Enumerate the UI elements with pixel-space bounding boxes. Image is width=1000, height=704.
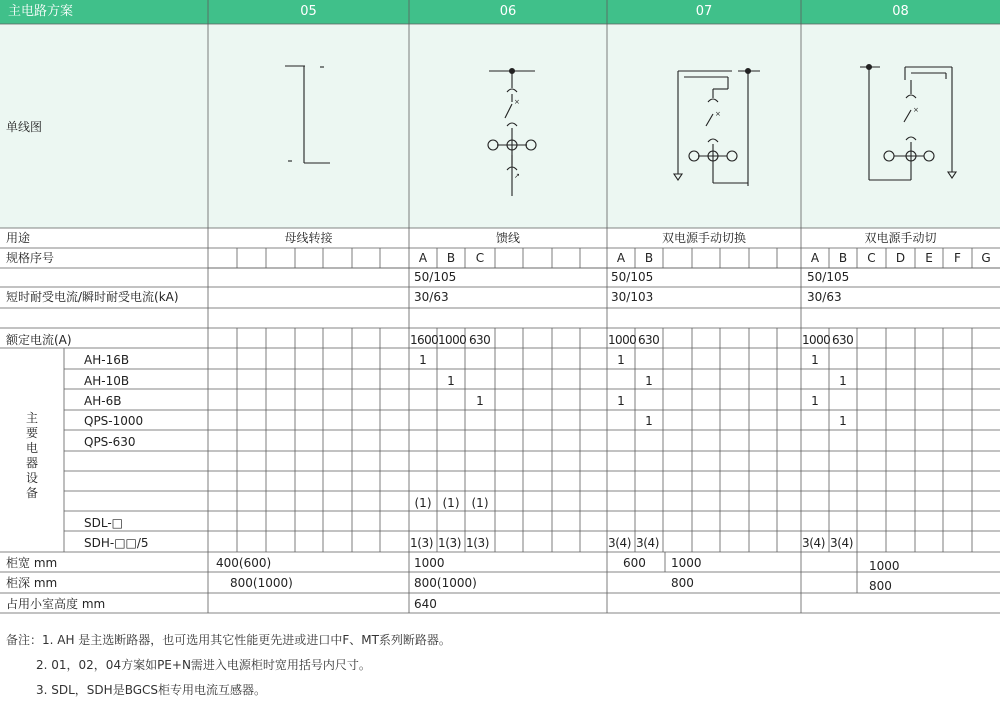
svg-text:↗: ↗ (514, 172, 520, 180)
scheme-06-width: 1000 (414, 556, 445, 570)
device-ah16b: AH-16B (84, 353, 130, 367)
scheme-07-ah16b: 1 (617, 353, 625, 367)
scheme-08-spec-f: F (954, 251, 961, 265)
header-title: 主电路方案 (8, 4, 74, 19)
scheme-08-width: 1000 (869, 559, 900, 573)
device-ah6b: AH-6B (84, 394, 122, 408)
scheme-08-ah16b: 1 (811, 353, 819, 367)
diagram-band (0, 24, 1000, 228)
scheme-08-sdh-a: 3(4) (802, 536, 826, 550)
scheme-07-depth: 800 (671, 576, 694, 590)
scheme-07-ah10b: 1 (645, 374, 653, 388)
scheme-07-short-1: 50/105 (611, 270, 654, 284)
scheme-08-spec-b: B (838, 251, 848, 265)
row-label-usage: 用途 (6, 231, 31, 245)
row-label-room-height: 占用小室高度 mm (6, 597, 106, 611)
scheme-08-short-1: 50/105 (807, 270, 850, 284)
scheme-05-depth: 800(1000) (230, 576, 293, 590)
row-label-short-current: 短时耐受电流/瞬时耐受电流(kA) (6, 290, 179, 304)
scheme-07-sdh-a: 3(4) (608, 536, 632, 550)
scheme-08-qps1000: 1 (839, 414, 847, 428)
device-sdl: SDL-□ (84, 516, 123, 530)
note-1: 备注：1. AH 是主选断路器，也可选用其它性能更先进或进口中F、MT系列断路器。 (6, 633, 451, 647)
row-label-depth: 柜深 mm (6, 576, 58, 590)
scheme-07-width-a: 600 (623, 556, 646, 570)
row-label-spec: 规格序号 (6, 251, 55, 265)
scheme-06-short-1: 50/105 (414, 270, 457, 284)
scheme-08-spec-c: C (867, 251, 876, 265)
scheme-06-sdh-b: 1(3) (438, 536, 462, 550)
device-qps630: QPS-630 (84, 435, 136, 449)
scheme-07-qps1000: 1 (645, 414, 653, 428)
scheme-05-usage: 母线转接 (284, 231, 333, 245)
scheme-06-spec-a: A (418, 251, 428, 265)
scheme-07-spec-a: A (616, 251, 626, 265)
scheme-07-header: 07 (695, 4, 713, 19)
svg-text:×: × (715, 110, 721, 118)
scheme-06-usage: 馈线 (495, 231, 520, 245)
scheme-06-short-2: 30/63 (414, 290, 449, 304)
scheme-06-spec-c: C (475, 251, 485, 265)
scheme-06-depth: 800(1000) (414, 576, 477, 590)
scheme-06-paren-a: (1) (414, 496, 432, 510)
scheme-08-spec-d: D (895, 251, 906, 265)
row-label-single-line: 单线图 (6, 120, 43, 134)
scheme-06-rated-c: 630 (469, 333, 491, 347)
scheme-05-header: 05 (300, 4, 317, 19)
scheme-06-paren-b: (1) (442, 496, 460, 510)
scheme-07-width-b: 1000 (671, 556, 702, 570)
scheme-08-sdh-b: 3(4) (830, 536, 854, 550)
scheme-08-header: 08 (892, 4, 909, 19)
scheme-06-sdh-a: 1(3) (410, 536, 434, 550)
scheme-06-header: 06 (499, 4, 517, 19)
row-label-rated-current: 额定电流(A) (6, 333, 72, 347)
scheme-05-width: 400(600) (216, 556, 272, 570)
scheme-06-rated-a: 1600 (410, 333, 439, 347)
scheme-08-spec-e: E (925, 251, 933, 265)
scheme-08-ah6b: 1 (811, 394, 819, 408)
device-ah10b: AH-10B (84, 374, 130, 388)
scheme-07-rated-a: 1000 (608, 333, 637, 347)
row-label-main-device: 主要电器设备 (26, 411, 39, 500)
scheme-08-usage: 双电源手动切 (864, 231, 937, 245)
scheme-08-ah10b: 1 (839, 374, 847, 388)
scheme-08-rated-b: 630 (832, 333, 854, 347)
scheme-08-depth: 800 (869, 579, 892, 593)
scheme-06-spec-b: B (446, 251, 456, 265)
note-2: 2. 01，02，04方案如PE+N需进入电源柜时宽用括号内尺寸。 (36, 658, 371, 672)
scheme-07-ah6b: 1 (617, 394, 625, 408)
scheme-06-sdh-c: 1(3) (466, 536, 490, 550)
notes-block (6, 628, 451, 703)
scheme-06-ah16b: 1 (419, 353, 427, 367)
scheme-07-usage: 双电源手动切换 (661, 231, 746, 245)
svg-text:×: × (913, 106, 919, 114)
scheme-06-ah10b: 1 (447, 374, 455, 388)
device-qps1000: QPS-1000 (84, 414, 144, 428)
device-sdh: SDH-□□/5 (84, 536, 149, 550)
scheme-06-paren-c: (1) (471, 496, 489, 510)
scheme-06-height: 640 (414, 597, 437, 611)
row-label-width: 柜宽 mm (6, 556, 58, 570)
svg-text:×: × (514, 98, 520, 106)
scheme-08-spec-g: G (981, 251, 991, 265)
scheme-06-ah6b: 1 (476, 394, 484, 408)
scheme-07-rated-b: 630 (638, 333, 660, 347)
scheme-08-spec-a: A (810, 251, 820, 265)
scheme-08-short-2: 30/63 (807, 290, 842, 304)
scheme-07-spec-b: B (644, 251, 654, 265)
scheme-07-short-2: 30/103 (611, 290, 654, 304)
note-3: 3. SDL，SDH是BGCS柜专用电流互感器。 (36, 683, 267, 697)
scheme-08-rated-a: 1000 (802, 333, 831, 347)
scheme-07-sdh-b: 3(4) (636, 536, 660, 550)
scheme-06-rated-b: 1000 (438, 333, 467, 347)
